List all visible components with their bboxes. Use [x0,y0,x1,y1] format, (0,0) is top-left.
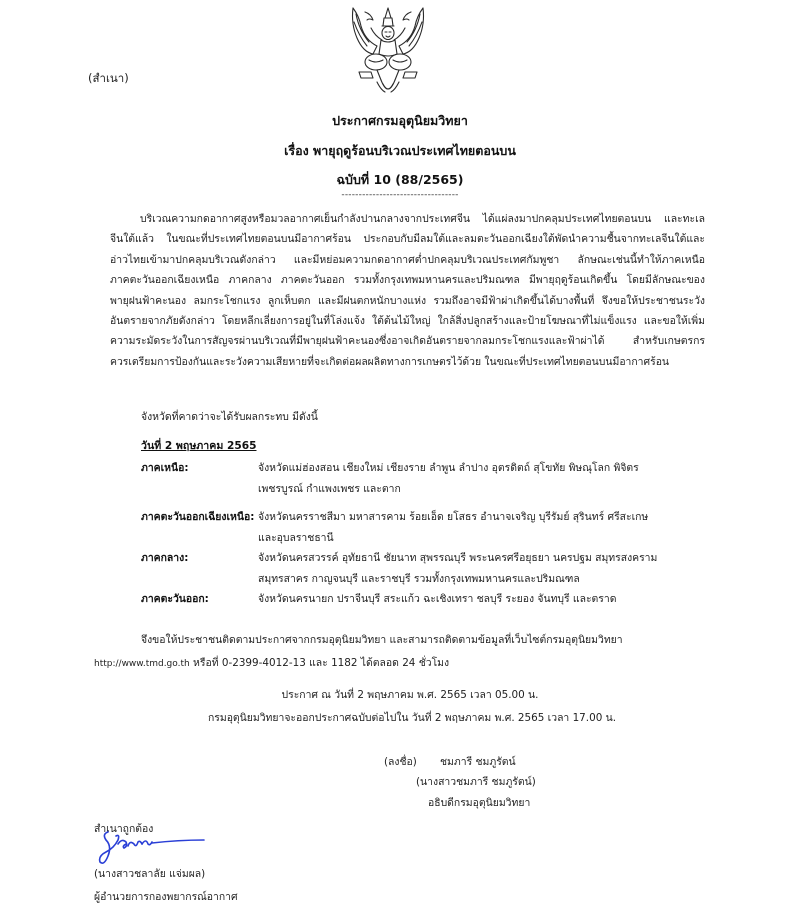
signed-label: (ลงชื่อ) [384,756,417,768]
body-line: ภาคตะวันออกเฉียงเหนือ ภาคกลาง ภาคตะวันออก รวมทั้งกรุงเทพมหานครและปริมณฑล มีพายุฤดูร้อนเกิดขึ้น โดยมีลักษณะของ [110,274,705,287]
body-line: บริเวณความกดอากาศสูงหรือมวลอากาศเย็นกำลังปานกลางจากประเทศจีน ได้แผ่ลงมาปกคลุมประเทศไทยตอนบน และทะเล [140,213,705,225]
contact-details [94,654,449,671]
body-line: อันตรายจากภัยดังกล่าว โดยหลีกเลี่ยงการอยู่ในที่โล่งแจ้ง ใต้ต้นไม้ใหญ่ ใกล้สิ่งปลูกสร้างและป้ายโฆษณาที่ไม่แข็งแรง และขอให้เพิ่ม [110,315,705,328]
region-name: ภาคกลาง: [141,552,189,564]
body-line: ควรเตรียมการป้องกันและระวังความเสียหายที่จะเกิดต่อผลผลิตทางการเกษตรไว้ด้วย ในขณะที่ประเทศไทยตอนบนมีอากาศร้อน [110,355,670,368]
body-line: จีนใต้แล้ว ในขณะที่ประเทศไทยตอนบนมีอากาศร้อน ประกอบกับมีลมใต้และลมตะวันออกเฉียงใต้พัดนำความชื้นจากทะเลจีนใต้และ [110,233,705,246]
province-line: จังหวัดแม่ฮ่องสอน เชียงใหม่ เชียงราย ลำพูน ลำปาง อุตรดิตถ์ สุโขทัย พิษณุโลก พิจิตร [258,462,639,474]
province-line: จังหวัดนครนายก ปราจีนบุรี สระแก้ว ฉะเชิงเทรา ชลบุรี ระยอง จันทบุรี และตราด [258,593,617,605]
separator-line: ---------------------------------- [341,190,459,200]
copy-mark: (สำเนา) [88,71,129,85]
region-name: ภาคตะวันออก: [141,593,209,605]
body-line: อ่าวไทยเข้ามาปกคลุมบริเวณดังกล่าว และมีหย่อมความกดอากาศต่ำปกคลุมบริเวณประเทศกัมพูชา ลักษณะเช่นนี้ทำให้ภาคเหนือ [110,253,705,266]
affected-provinces-intro: จังหวัดที่คาดว่าจะได้รับผลกระทบ มีดังนี้ [141,411,318,423]
document-subject: เรื่อง พายุฤดูร้อนบริเวณประเทศไทยตอนบน [284,143,516,158]
signatory-position: อธิบดีกรมอุตุนิยมวิทยา [428,797,531,809]
contact-phone-text: หรือที่ 0-2399-4012-13 และ 1182 ได้ตลอด 24 ชั่วโมง [189,657,450,669]
document-title: ประกาศกรมอุตุนิยมวิทยา [332,113,468,128]
body-paragraph [110,209,705,372]
region-name: ภาคเหนือ: [141,462,189,474]
body-line: พายุฝนฟ้าคะนอง ลมกระโชกแรง ลูกเห็บตก และมีฝนตกหนักบางแห่ง รวมถึงอาจมีฟ้าผ่าเกิดขึ้นได้บางพื้นที่ จึงขอให้ประชาชนระวัง [110,294,705,307]
signatory-full-name: (นางสาวชมภารี ชมภูรัตน์) [416,776,536,788]
website-link[interactable]: http://www.tmd.go.th [94,659,190,669]
handwritten-signature-icon [98,826,208,870]
garuda-emblem-icon [341,2,435,100]
document-issue-number: ฉบับที่ 10 (88/2565) [336,172,464,187]
certifier-name: (นางสาวชลาลัย แจ่มผล) [94,868,206,880]
signed-name: ชมภารี ชมภูรัตน์ [440,756,516,768]
region-provinces [258,589,698,610]
next-issue-time: กรมอุตุนิยมวิทยาจะออกประกาศฉบับต่อไปใน วันที่ 2 พฤษภาคม พ.ศ. 2565 เวลา 17.00 น. [207,712,617,724]
forecast-date-heading: วันที่ 2 พฤษภาคม 2565 [141,440,257,452]
region-provinces [258,507,698,548]
certified-copy-label: สำเนาถูกต้อง [94,823,154,835]
province-line: จังหวัดนครสวรรค์ อุทัยธานี ชัยนาท สุพรรณบุรี พระนครศรีอยุธยา นครปฐม สมุทรสงคราม [258,552,658,564]
contact-instruction: จึงขอให้ประชาชนติดตามประกาศจากกรมอุตุนิยมวิทยา และสามารถติดตามข้อมูลที่เว็บไซต์กรมอุตุนิยมวิทยา [141,634,623,646]
body-line: ความระมัดระวังในการสัญจรผ่านบริเวณที่มีพายุฝนฟ้าคะนองซึ่งอาจเกิดอันตรายจากลมกระโชกแรงและฟ้าผ่าได้ สำหรับเกษตรกร [110,335,705,348]
certifier-position: ผู้อำนวยการกองพยากรณ์อากาศ [94,891,238,903]
issued-time: ประกาศ ณ วันที่ 2 พฤษภาคม พ.ศ. 2565 เวลา 05.00 น. [281,689,539,701]
region-provinces [258,548,698,589]
province-line: สมุทรสาคร กาญจนบุรี และราชบุรี รวมทั้งกรุงเทพมหานครและปริมณฑล [258,572,580,585]
region-name: ภาคตะวันออกเฉียงเหนือ: [141,511,255,523]
province-line: เพชรบูรณ์ กำแพงเพชร และตาก [258,482,401,495]
province-line: และอุบลราชธานี [258,531,334,544]
region-provinces [258,458,698,499]
province-line: จังหวัดนครราชสีมา มหาสารคาม ร้อยเอ็ด ยโสธร อำนาจเจริญ บุรีรัมย์ สุรินทร์ ศรีสะเกษ [258,511,649,523]
